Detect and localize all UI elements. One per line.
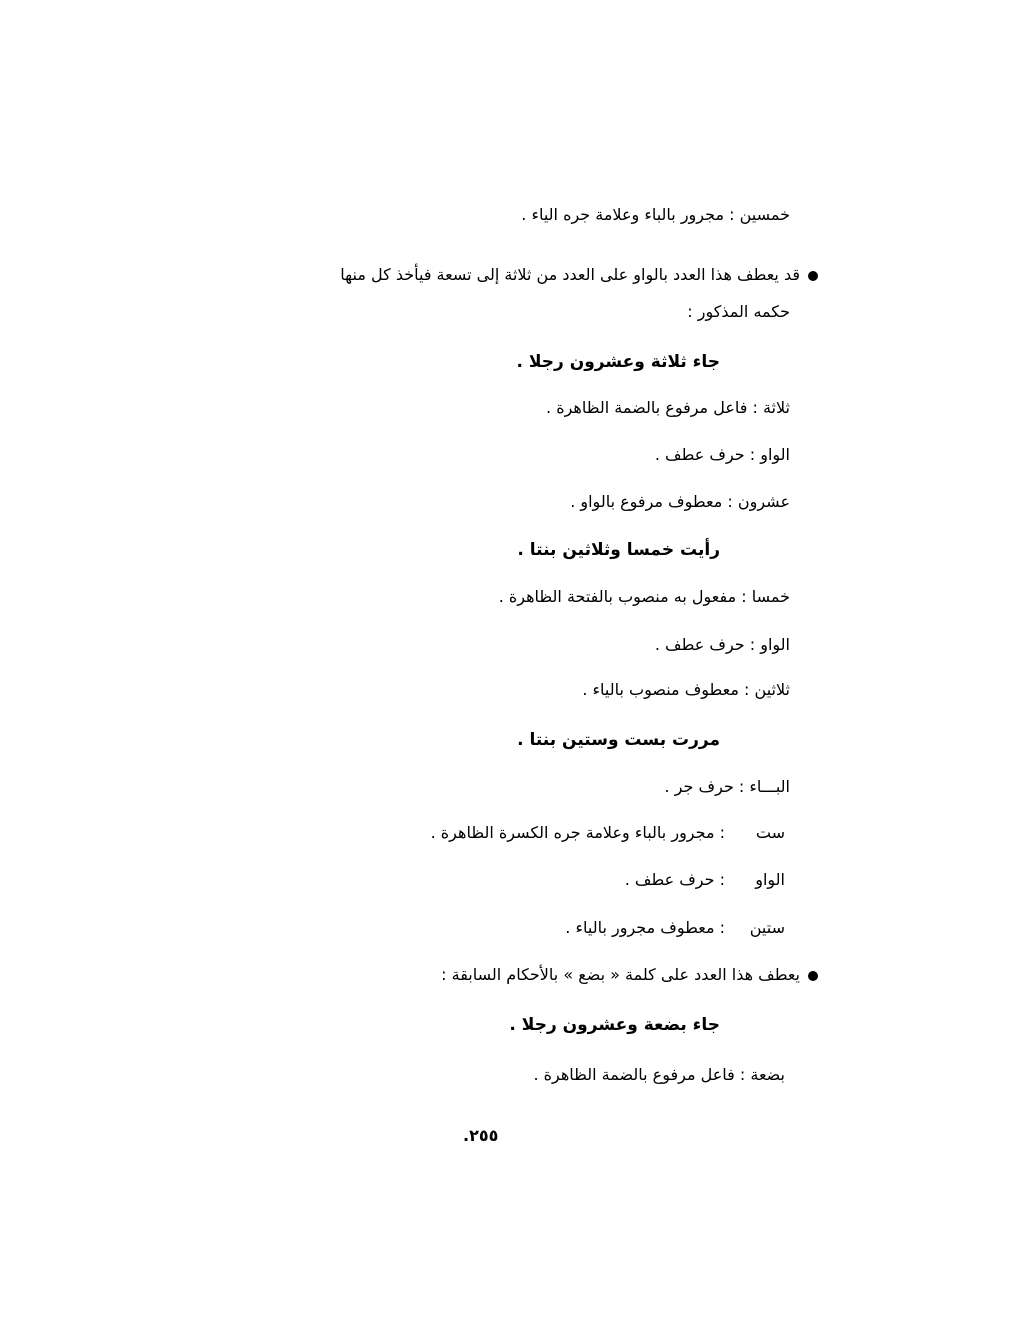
text-line: حكمه المذكور : <box>687 302 790 321</box>
example-sentence: جاء ثلاثة وعشرون رجلا . <box>516 352 720 372</box>
parse-key: الواو <box>755 870 785 889</box>
bullet-icon <box>808 971 818 981</box>
parse-line <box>625 868 785 892</box>
example-sentence: رأيت خمسا وثلاثين بنتا . <box>517 540 720 560</box>
bullet-paragraph <box>340 263 818 287</box>
parse-line: خمسا : مفعول به منصوب بالفتحة الظاهرة . <box>498 587 790 606</box>
parse-line: ثلاثين : معطوف منصوب بالياء . <box>582 680 790 699</box>
text-line: خمسين : مجرور بالباء وعلامة جره الياء . <box>521 205 790 224</box>
parse-line: بضعة : فاعل مرفوع بالضمة الظاهرة . <box>533 1065 785 1084</box>
parse-value: : حرف عطف . <box>624 870 725 889</box>
parse-line: البـــاء : حرف جر . <box>664 777 790 796</box>
bullet-icon <box>808 271 818 281</box>
parse-line: الواو : حرف عطف . <box>654 445 790 464</box>
parse-line: الواو : حرف عطف . <box>654 635 790 654</box>
paragraph-text: قد يعطف هذا العدد بالواو على العدد من ثلاثة إلى تسعة فيأخذ كل منها <box>340 265 800 284</box>
parse-line: عشرون : معطوف مرفوع بالواو . <box>570 492 790 511</box>
example-sentence: مررت بست وستين بنتا . <box>517 730 720 750</box>
example-sentence: جاء بضعة وعشرون رجلا . <box>509 1015 720 1035</box>
parse-key: ست <box>755 823 785 842</box>
paragraph-text: يعطف هذا العدد على كلمة « بضع » بالأحكام السابقة : <box>441 965 800 984</box>
parse-value: : معطوف مجرور بالياء . <box>565 918 725 937</box>
parse-line: ثلاثة : فاعل مرفوع بالضمة الظاهرة . <box>546 398 790 417</box>
parse-value: : مجرور بالباء وعلامة جره الكسرة الظاهرة . <box>430 823 725 842</box>
parse-line <box>431 821 785 845</box>
page-number: .٢٥٥ <box>463 1126 499 1145</box>
parse-key: ستين <box>749 918 785 937</box>
bullet-paragraph <box>441 963 818 987</box>
parse-line <box>565 916 785 940</box>
